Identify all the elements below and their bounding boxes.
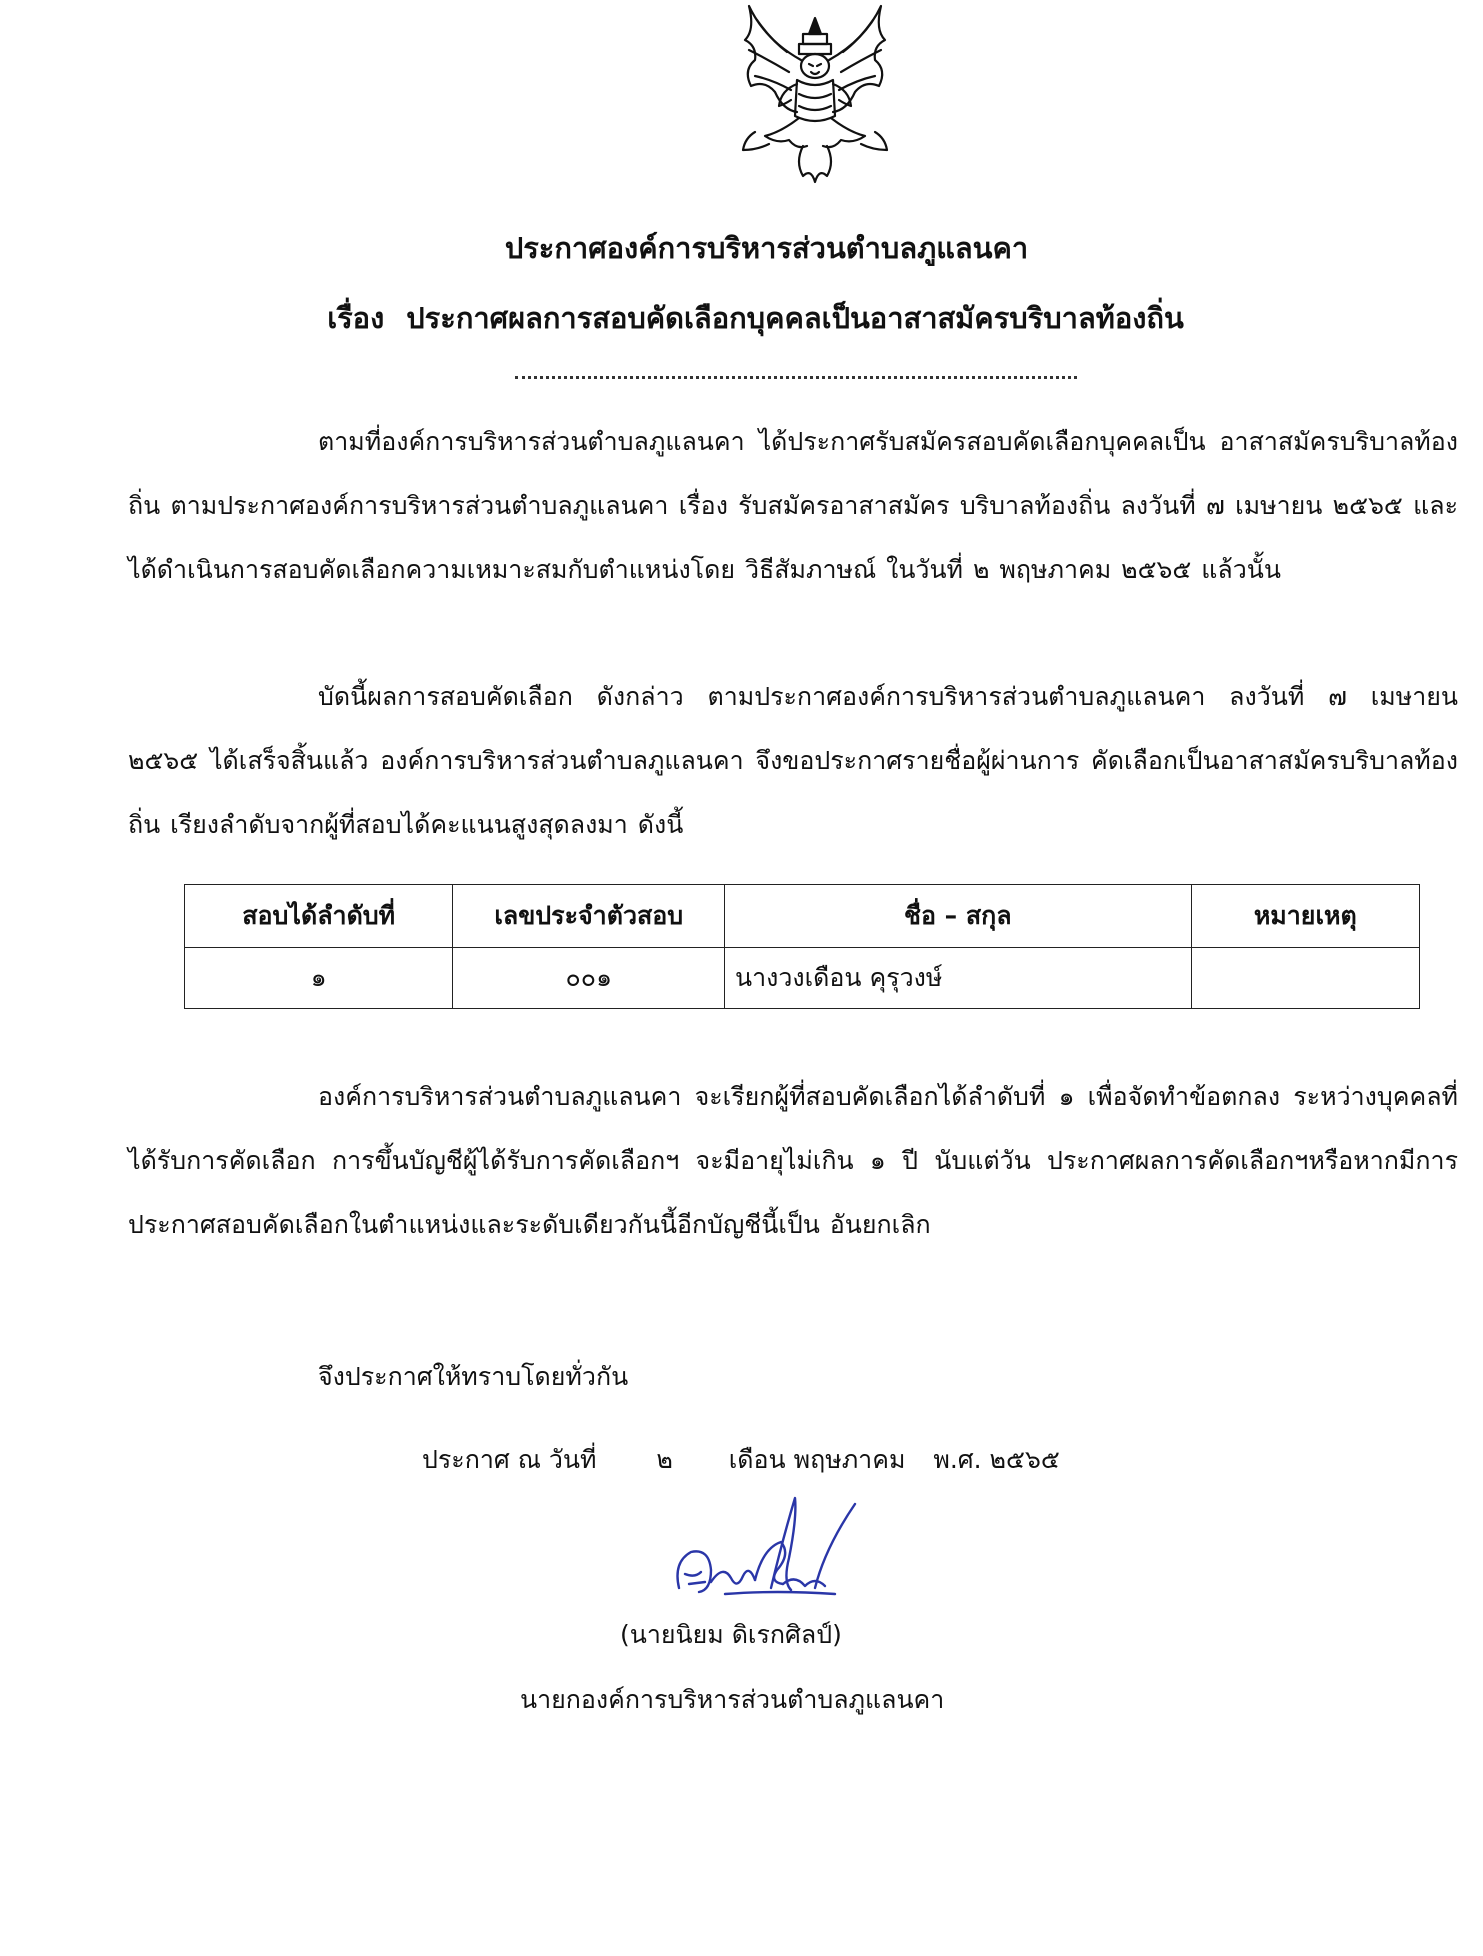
signer-position: นายกองค์การบริหารส่วนตำบลภูแลนคา xyxy=(520,1685,945,1714)
header-name: ชื่อ – สกุล xyxy=(725,885,1191,948)
dateline-year-label: พ.ศ. xyxy=(933,1445,982,1474)
paragraph-1-text: ตามที่องค์การบริหารส่วนตำบลภูแลนคา ได้ประกาศรับสมัครสอบคัดเลือกบุคคลเป็น อาสาสมัครบริบาลท้องถิ่น ตามประกาศองค์การบริหารส่วนตำบลภูแลนคา เรื่อง รับสมัครอาสาสมัคร บริบาลท้องถิ่น ลงวันที่ ๗ เมษายน ๒๕๖๕ และได้ดำเนินการสอบคัดเลือกความเหมาะสมกับตำแหน่งโดย วิธีสัมภาษณ์ ในวันที่ ๒ พฤษภาคม ๒๕๖๕ แล้วนั้น xyxy=(128,427,1458,584)
subject-text: ประกาศผลการสอบคัดเลือกบุคคลเป็นอาสาสมัครบริบาลท้องถิ่น xyxy=(406,301,1184,335)
signature-icon xyxy=(665,1478,875,1608)
header-rank: สอบได้ลำดับที่ xyxy=(185,885,453,948)
announcement-subject-line xyxy=(0,298,1483,338)
subject-label: เรื่อง xyxy=(327,301,385,335)
header-remark: หมายเหตุ xyxy=(1191,885,1419,948)
garuda-emblem-icon xyxy=(685,0,945,200)
dotted-divider xyxy=(515,376,1077,379)
signer-name: (นายนิยม ดิเรกศิลป์) xyxy=(620,1620,842,1649)
cell-exam-id: ๐๐๑ xyxy=(453,948,725,1009)
results-table xyxy=(184,884,1420,1009)
dateline-month: พฤษภาคม xyxy=(793,1445,906,1474)
dateline-year: ๒๕๖๕ xyxy=(989,1445,1060,1474)
header-exam-id: เลขประจำตัวสอบ xyxy=(453,885,725,948)
table-header-row xyxy=(185,885,1420,948)
dateline-month-label: เดือน xyxy=(728,1445,786,1474)
announcement-dateline xyxy=(422,1440,1060,1480)
paragraph-3 xyxy=(128,1065,1458,1257)
dateline-prefix: ประกาศ ณ วันที่ xyxy=(422,1445,597,1474)
cell-name: นางวงเดือน คุรุวงษ์ xyxy=(725,948,1191,1009)
paragraph-2-text: บัดนี้ผลการสอบคัดเลือก ดังกล่าว ตามประกาศองค์การบริหารส่วนตำบลภูแลนคา ลงวันที่ ๗ เมษายน ๒๕๖๕ ได้เสร็จสิ้นแล้ว องค์การบริหารส่วนตำบลภูแลนคา จึงขอประกาศรายชื่อผู้ผ่านการ คัดเลือกเป็นอาสาสมัครบริบาลท้องถิ่น เรียงลำดับจากผู้ที่สอบได้คะแนนสูงสุดลงมา ดังนี้ xyxy=(128,682,1458,839)
table-row xyxy=(185,948,1420,1009)
paragraph-3-text: องค์การบริหารส่วนตำบลภูแลนคา จะเรียกผู้ที่สอบคัดเลือกได้ลำดับที่ ๑ เพื่อจัดทำข้อตกลง ระหว่างบุคคลที่ได้รับการคัดเลือก การขึ้นบัญชีผู้ได้รับการคัดเลือกฯ จะมีอายุไม่เกิน ๑ ปี นับแต่วัน ประกาศผลการคัดเลือกฯหรือหากมีการประกาศสอบคัดเลือกในตำแหน่งและระดับเดียวกันนี้อีกบัญชีนี้เป็น อันยกเลิก xyxy=(128,1082,1458,1239)
dateline-day: ๒ xyxy=(656,1445,673,1474)
cell-remark xyxy=(1191,948,1419,1009)
announcement-title: ประกาศองค์การบริหารส่วนตำบลภูแลนคา xyxy=(504,231,1029,265)
paragraph-2 xyxy=(128,665,1458,857)
closing-line: จึงประกาศให้ทราบโดยทั่วกัน xyxy=(318,1362,629,1391)
cell-rank: ๑ xyxy=(185,948,453,1009)
paragraph-1 xyxy=(128,410,1458,602)
